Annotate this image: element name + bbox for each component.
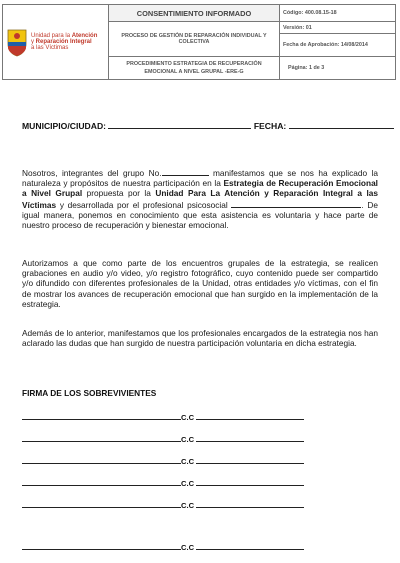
- signature-name-field[interactable]: [22, 542, 181, 550]
- logo-line2-bold: Reparación Integral: [35, 38, 92, 45]
- signature-name-field[interactable]: [22, 434, 181, 442]
- cc-label: C.C: [181, 435, 195, 444]
- cc-number-field[interactable]: [196, 434, 304, 442]
- p1-text-1: Nosotros, integrantes del grupo No.: [22, 168, 162, 178]
- logo-line1-bold: Atención: [71, 32, 98, 39]
- municipio-label: MUNICIPIO/CIUDAD:: [22, 121, 107, 131]
- document-code: Código: 400.08.15-18: [280, 5, 396, 22]
- fecha-label: FECHA:: [253, 121, 287, 131]
- signature-name-field[interactable]: [22, 456, 181, 464]
- municipio-field[interactable]: [108, 120, 251, 129]
- signature-row: [22, 412, 312, 422]
- signature-name-field[interactable]: [22, 412, 181, 420]
- procedure-name: PROCEDIMIENTO ESTRATEGIA DE RECUPERACIÓN EMOCIONAL A NIVEL GRUPAL -ERE-G: [109, 57, 280, 80]
- logo-line1: Unidad para la: [31, 32, 71, 39]
- signature-row: [22, 434, 312, 444]
- cc-label: C.C: [181, 501, 195, 510]
- colombia-shield-icon: [6, 27, 28, 57]
- signature-name-field[interactable]: [22, 500, 181, 508]
- document-version: Versión: 01: [280, 22, 396, 34]
- signature-row: [22, 500, 312, 510]
- approval-date: Fecha de Aprobación: 14/08/2014: [280, 34, 396, 57]
- unidad-victimas-logo: [3, 27, 108, 57]
- p1-strategy-name: Estrategia de Recuperación Emocional a Nivel Grupal: [22, 178, 378, 199]
- p1-text-5: . De igual manera, ponemos en conocimiento que esta asistencia es voluntaria y hace parte de nuestro proceso de recuperación y bienestar emocional.: [22, 199, 378, 231]
- p1-text-4: y desarrollada por el profesional psicosocial: [56, 199, 232, 210]
- signature-name-field[interactable]: [22, 478, 181, 486]
- paragraph-2: Autorizamos a que como parte de los encuentros grupales de la estrategia, se realicen grabaciones en audio y/o video, y/o registro fotográfico, cuyo contenido puede ser compartido y/o difundido con diferentes profesionales de la Unidad, otras entidades y/o víctimas, con el fin de mostrar los avances de recuperación emocional que han surgido en la implementación de la estrategia.: [22, 258, 378, 309]
- professional-name-field[interactable]: [231, 199, 361, 208]
- paragraph-1: [22, 167, 378, 230]
- signature-row: [22, 478, 312, 488]
- cc-number-field[interactable]: [196, 412, 304, 420]
- cc-number-field[interactable]: [196, 456, 304, 464]
- paragraph-3: Además de lo anterior, manifestamos que los profesionales encargados de la estrategia nos han aclarado las dudas que han surgido de nuestra participación voluntaria en dicha estrategia.: [22, 328, 378, 349]
- document-header: [2, 4, 396, 80]
- p1-unit-name: Unidad Para La Atención y Reparación Integral a las Víctimas: [22, 188, 378, 210]
- municipio-fecha-line: [22, 120, 394, 131]
- p1-text-2: manifestamos que se nos ha explicado la naturaleza y propósitos de nuestra participación en la: [22, 168, 378, 189]
- cc-label: C.C: [181, 413, 195, 422]
- cc-number-field[interactable]: [196, 542, 304, 550]
- page-number: Página: 1 de 3: [280, 57, 396, 80]
- logo-cell: [3, 5, 109, 80]
- signature-row: [22, 456, 312, 466]
- signature-row: [22, 542, 312, 552]
- cc-number-field[interactable]: [196, 478, 304, 486]
- document-title: CONSENTIMIENTO INFORMADO: [109, 5, 280, 22]
- p1-text-3: propuesta por la: [82, 188, 156, 199]
- fecha-field[interactable]: [289, 120, 394, 129]
- firma-heading: FIRMA DE LOS SOBREVIVIENTES: [22, 388, 157, 398]
- logo-line3: a las Víctimas: [31, 45, 69, 52]
- cc-label: C.C: [181, 543, 195, 552]
- process-name: PROCESO DE GESTIÓN DE REPARACIÓN INDIVIDUAL Y COLECTIVA: [109, 22, 280, 57]
- group-number-field[interactable]: [162, 167, 209, 176]
- cc-label: C.C: [181, 457, 195, 466]
- cc-label: C.C: [181, 479, 195, 488]
- cc-number-field[interactable]: [196, 500, 304, 508]
- logo-line2: y: [31, 38, 34, 45]
